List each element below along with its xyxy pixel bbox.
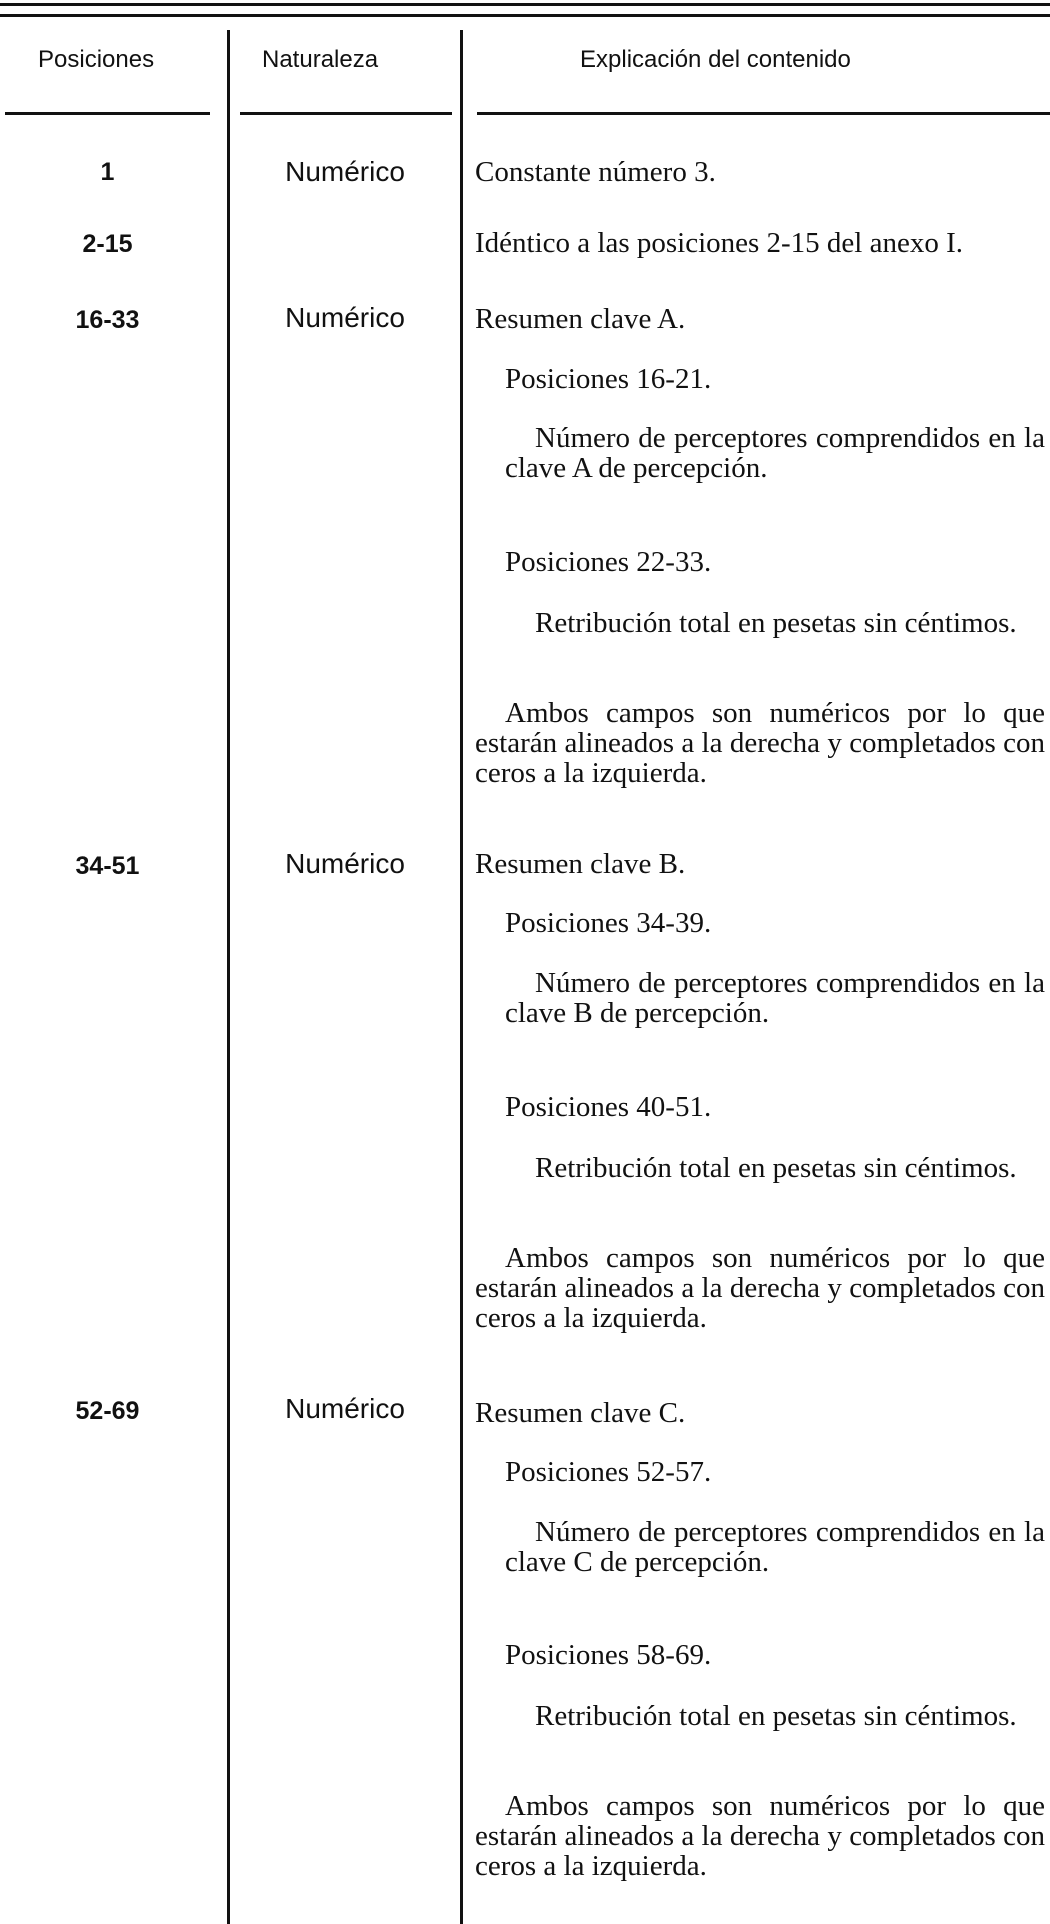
top-rule xyxy=(0,3,1050,6)
row-position: 16-33 xyxy=(75,306,140,334)
row-description: Constante número 3. xyxy=(475,156,716,188)
column-divider xyxy=(460,30,463,1924)
sub-description: Retribución total en pesetas sin céntimos. xyxy=(535,607,1017,639)
note: Ambos campos son numéricos por lo que estarán alineados a la derecha y completados con ceros a la izquierda. xyxy=(475,1242,1045,1334)
row-nature: Numérico xyxy=(285,156,405,187)
sub-position: Posiciones 40-51. xyxy=(505,1091,712,1123)
sub-description: Número de perceptores comprendidos en la clave A de percepción. xyxy=(505,422,1045,484)
row-position: 1 xyxy=(100,158,115,186)
sub-description: Retribución total en pesetas sin céntimos. xyxy=(535,1700,1017,1732)
note: Ambos campos son numéricos por lo que estarán alineados a la derecha y completados con ceros a la izquierda. xyxy=(475,1790,1045,1882)
sub-description: Número de perceptores comprendidos en la clave B de percepción. xyxy=(505,967,1045,1029)
sub-description: Número de perceptores comprendidos en la clave C de percepción. xyxy=(505,1516,1045,1578)
row-position: 2-15 xyxy=(82,230,133,258)
top-rule-secondary xyxy=(0,14,1050,17)
row-position: 34-51 xyxy=(75,852,140,880)
sub-position: Posiciones 52-57. xyxy=(505,1456,712,1488)
sub-position: Posiciones 22-33. xyxy=(505,546,712,578)
header-explicacion: Explicación del contenido xyxy=(580,46,851,73)
column-divider xyxy=(227,30,230,1924)
sub-position: Posiciones 34-39. xyxy=(505,907,712,939)
note: Ambos campos son numéricos por lo que estarán alineados a la derecha y completados con ceros a la izquierda. xyxy=(475,697,1045,789)
header-underline xyxy=(477,112,1050,115)
row-description: Idéntico a las posiciones 2-15 del anexo I. xyxy=(475,227,964,259)
row-nature: Numérico xyxy=(285,302,405,333)
row-description: Resumen clave A. xyxy=(475,303,686,335)
header-underline xyxy=(240,112,452,115)
sub-description: Retribución total en pesetas sin céntimos. xyxy=(535,1152,1017,1184)
row-nature: Numérico xyxy=(285,848,405,879)
row-position: 52-69 xyxy=(75,1397,140,1425)
sub-position: Posiciones 16-21. xyxy=(505,363,712,395)
header-underline xyxy=(5,112,210,115)
row-nature: Numérico xyxy=(285,1393,405,1424)
row-description: Resumen clave C. xyxy=(475,1397,686,1429)
header-posiciones: Posiciones xyxy=(38,46,155,73)
sub-position: Posiciones 58-69. xyxy=(505,1639,712,1671)
row-description: Resumen clave B. xyxy=(475,848,686,880)
header-naturaleza: Naturaleza xyxy=(262,46,379,73)
